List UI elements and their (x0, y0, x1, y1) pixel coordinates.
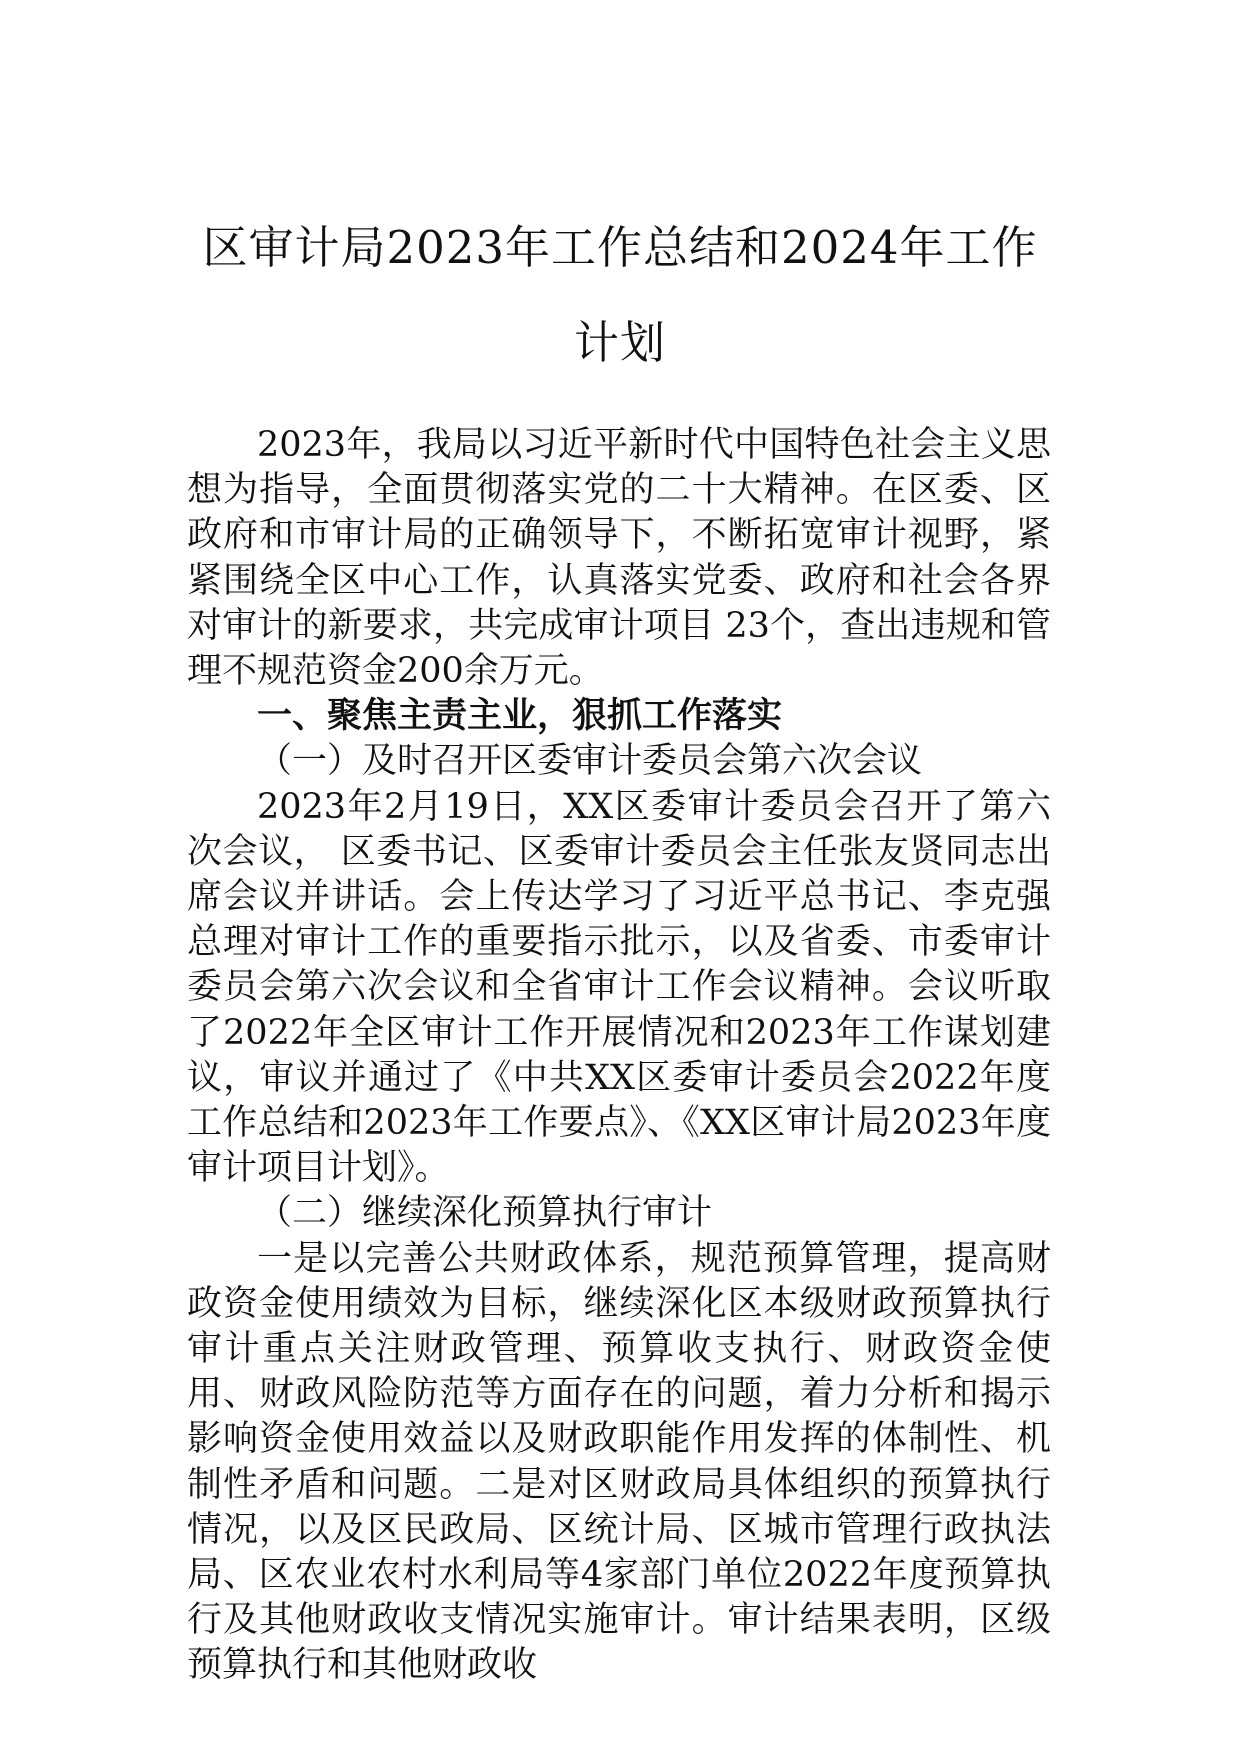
subsection-heading-1: （一）及时召开区委审计委员会第六次会议 (257, 741, 923, 782)
document-title: 区审计局2023年工作总结和2024年工作计划 (202, 221, 1038, 369)
subsection-heading-2: （二）继续深化预算执行审计 (257, 1193, 713, 1234)
section-heading-1: 一、聚焦主责主业，狠抓工作落实 (257, 696, 783, 737)
subsection-1-paragraph: 2023年2月19日，XX区委审计委员会召开了第六次会议， 区委书记、区委审计委员会主任张友贤同志出席会议并讲话。会上传达学习了习近平总书记、李克强总理对审计工作的重要指示批示，以及省委、市委审计委员会第六次会议和全省审计工作会议精神。会议听取了2022年全区审计工作开展情况和2023年工作谋划建议，审议并通过了《中共XX区委审计委员会2022年度工作总结和2023年工作要点》、《XX区审计局2023年度审计项目计划》。 (187, 786, 1051, 1189)
intro-paragraph: 2023年，我局以习近平新时代中国特色社会主义思想为指导，全面贯彻落实党的二十大精神。在区委、区政府和市审计局的正确领导下，不断拓宽审计视野，紧紧围绕全区中心工作，认真落实党委、政府和社会各界对审计的新要求，共完成审计项目 23个，查出违规和管理不规范资金200余万元。 (187, 425, 1051, 692)
subsection-2-paragraph: 一是以完善公共财政体系，规范预算管理，提高财政资金使用绩效为目标，继续深化区本级财政预算执行审计重点关注财政管理、预算收支执行、财政资金使用、财政风险防范等方面存在的问题，着力分析和揭示影响资金使用效益以及财政职能作用发挥的体制性、机制性矛盾和问题。二是对区财政局具体组织的预算执行情况，以及区民政局、区统计局、区城市管理行政执法局、区农业农村水利局等4家部门单位2022年度预算执行及其他财政收支情况实施审计。审计结果表明，区级预算执行和其他财政收 (187, 1238, 1051, 1686)
document-body (187, 423, 1051, 1689)
